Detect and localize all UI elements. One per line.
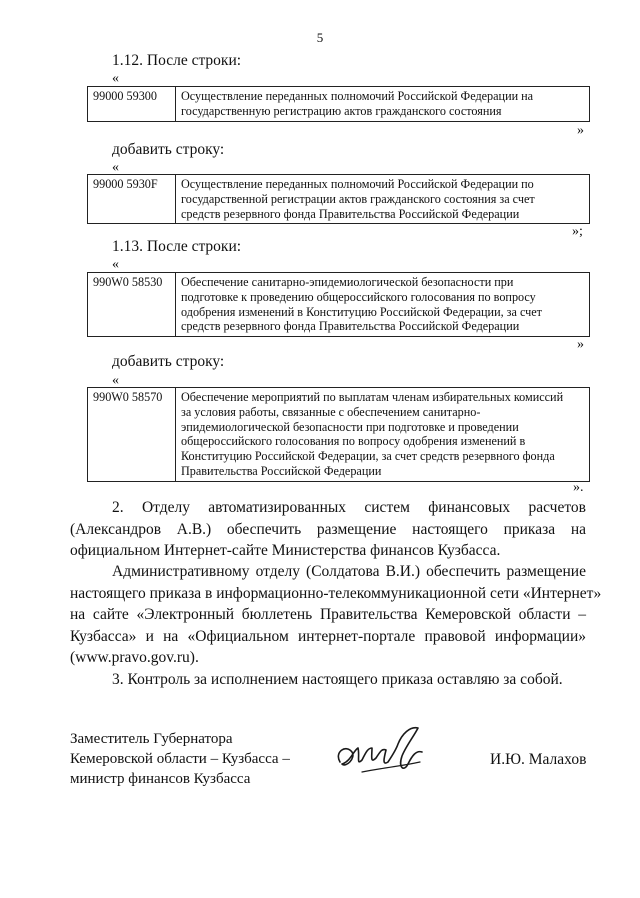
budget-description: Обеспечение санитарно-эпидемиологической безопасности при подготовке к проведению общероссийского голосования по вопросу одобрения изменений в Конституцию Российской Федерации, за счет средств резервного фонда Правительства Российской Федерации — [176, 273, 590, 337]
budget-code: 99000 59300 — [88, 87, 176, 122]
budget-description: Осуществление переданных полномочий Российской Федерации на государственную регистрацию актов гражданского состояния — [176, 87, 590, 122]
close-quote: ». — [573, 480, 584, 495]
paragraph-admin: Административному отделу (Солдатова В.И.) обеспечить размещение настоящего приказа в информационно-телекоммуникационной сети «Интернет» на сайте «Электронный бюллетень Правительства Кемеровской области – Кузбасса» и на «Официальном интернет-портале правовой информации» (www.pravo.gov.ru). — [70, 563, 602, 666]
signatory-position: Заместитель Губернатора Кемеровской области – Кузбасса – министр финансов Кузбасса — [70, 731, 290, 787]
budget-description: Осуществление переданных полномочий Российской Федерации по государственной регистрации актов гражданского состояния за счет средств резервного фонда Правительства Российской Федерации — [176, 175, 590, 224]
item-heading: 1.13. После строки: — [112, 238, 242, 255]
paragraph-3: 3. Контроль за исполнением настоящего приказа оставляю за собой. — [112, 671, 563, 688]
paragraph-2: 2. Отделу автоматизированных систем финансовых расчетов (Александров А.В.) обеспечить размещение настоящего приказа на официальном Интернет-сайте Министерства финансов Кузбасса. — [70, 499, 586, 559]
close-quote: » — [577, 123, 584, 138]
item-heading: добавить строку: — [112, 141, 225, 158]
open-quote: « — [112, 373, 119, 388]
budget-row-table — [87, 387, 590, 482]
budget-code: 990W0 58530 — [88, 273, 176, 337]
handwritten-signature — [332, 722, 442, 782]
page-number: 5 — [316, 30, 324, 45]
budget-row-table — [87, 174, 590, 224]
close-quote: » — [577, 337, 584, 352]
item-heading: 1.12. После строки: — [112, 52, 242, 69]
item-heading: добавить строку: — [112, 353, 225, 370]
budget-row-table — [87, 86, 590, 122]
open-quote: « — [112, 71, 119, 86]
budget-description: Обеспечение мероприятий по выплатам членам избирательных комиссий за условия работы, связанные с обеспечением санитарно- эпидемиологической безопасности при подготовке и проведении общероссийского голосования по вопросу одобрения изменений в Конституцию Российской Федерации, за счет средств резервного фонда Правительства Российской Федерации — [176, 388, 590, 482]
budget-code: 99000 5930F — [88, 175, 176, 224]
close-quote: »; — [572, 224, 583, 239]
open-quote: « — [112, 160, 119, 175]
open-quote: « — [112, 257, 119, 272]
budget-row-table — [87, 272, 590, 337]
budget-code: 990W0 58570 — [88, 388, 176, 482]
signatory-name: И.Ю. Малахов — [490, 751, 587, 768]
